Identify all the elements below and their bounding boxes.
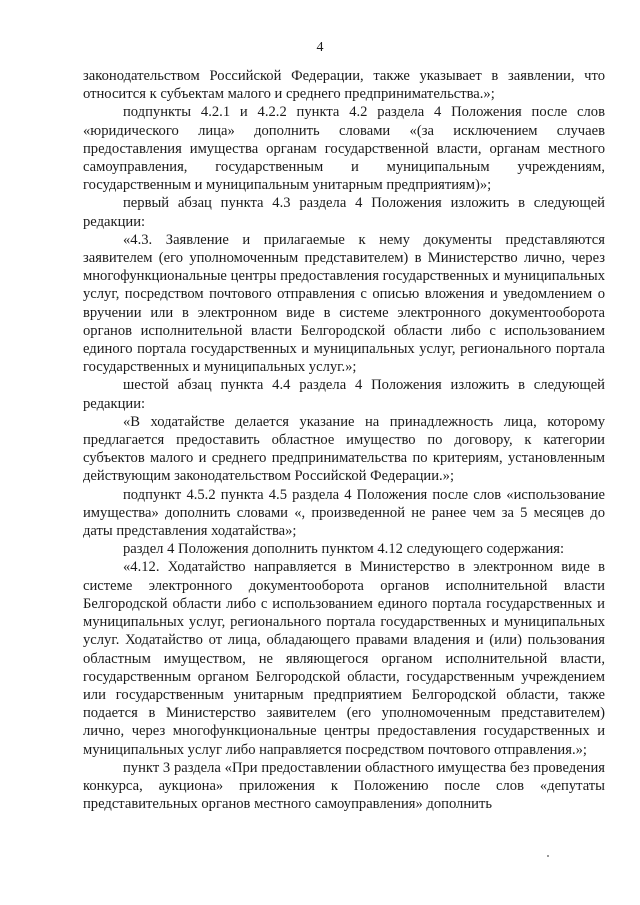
paragraph: «В ходатайстве делается указание на принадлежность лица, которому предлагается предоставить областное имущество по договору, к категории субъектов малого и среднего предпринимательства по критериям, установленным действующим законодательством Российской Федерации.»; — [83, 413, 605, 485]
paragraph: подпункт 4.5.2 пункта 4.5 раздела 4 Положения после слов «использование имущества» дополнить словами «, произведенной не ранее чем за 5 месяцев до даты представления ходатайства»; — [83, 486, 605, 540]
paragraph: законодательством Российской Федерации, также указывает в заявлении, что относится к субъектам малого и среднего предпринимательства.»; — [83, 68, 605, 103]
paragraph: «4.12. Ходатайство направляется в Министерство в электронном виде в системе электронного документооборота органов исполнительной власти Белгородской области либо с использованием единого портала государственных и муниципальных услуг, регионального портала государственных и муниципальных услуг. Ходатайство от лица, обладающего правами владения и (или) пользования областным имуществом, не являющегося органом исполнительной власти, государственным органом Белгородской области, государственным учреждением или государственным унитарным предприятием Белгородской области, также подается в Министерство заявителем (его уполномоченным представителем) лично, через многофункциональные центры предоставления государственных и муниципальных услуг либо направляется посредством почтового отправления.»; — [83, 559, 605, 758]
paragraph: пункт 3 раздела «При предоставлении областного имущества без проведения конкурса, аукциона» приложения к Положению после слов «депутаты представительных органов местного самоуправления» дополнить — [83, 759, 605, 813]
page-number: 4 — [316, 40, 324, 55]
paragraph: первый абзац пункта 4.3 раздела 4 Положения изложить в следующей редакции: — [83, 195, 605, 230]
paragraph: раздел 4 Положения дополнить пунктом 4.12 следующего содержания: — [123, 541, 565, 558]
paragraph: шестой абзац пункта 4.4 раздела 4 Положения изложить в следующей редакции: — [83, 377, 605, 412]
document-body — [83, 67, 605, 813]
scan-speck — [547, 855, 549, 857]
paragraph: подпункты 4.2.1 и 4.2.2 пункта 4.2 раздела 4 Положения после слов «юридического лица» дополнить словами «(за исключением случаев предоставления имущества органам государственной власти, органам местного самоуправления, государственным и муниципальным учреждениям, государственным и муниципальным унитарным предприятиям)»; — [83, 104, 605, 194]
paragraph: «4.3. Заявление и прилагаемые к нему документы представляются заявителем (его уполномоченным представителем) в Министерство лично, через многофункциональные центры предоставления государственных и муниципальных услуг, посредством почтового отправления с описью вложения и уведомлением о вручении или в электронном виде в системе электронного документооборота органов исполнительной власти Белгородской области либо с использованием единого портала государственных и муниципальных услуг, регионального портала государственных и муниципальных услуг.»; — [83, 231, 605, 376]
